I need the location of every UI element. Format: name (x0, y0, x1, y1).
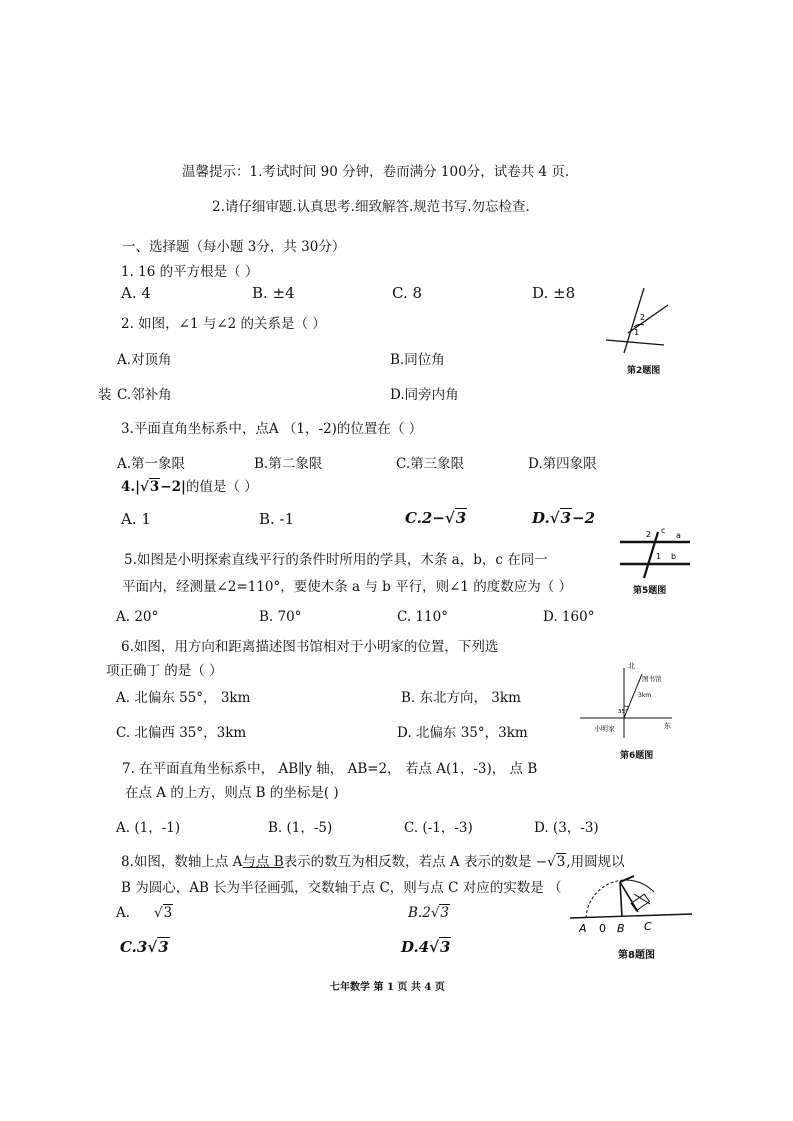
q6-fig-north: 北 (628, 662, 635, 670)
q2-option-b: B.同位角 (390, 352, 445, 368)
q4-option-a: A. 1 (121, 510, 151, 528)
q8-option-b (408, 905, 450, 921)
q6-fig-library: 图书馆 (642, 675, 662, 683)
sqrt-sign: √3 (147, 938, 169, 956)
q5-fig-label-2: 2 (646, 530, 652, 539)
q5-option-b: B. 70° (259, 609, 302, 625)
q5-caption: 第5题图 (633, 586, 667, 596)
q6-caption: 第6题图 (620, 751, 654, 761)
q8-fig-label-o: 0 (599, 922, 606, 935)
q4-radicand: 3 (149, 479, 160, 495)
q4-c-radicand: 3 (455, 509, 467, 527)
q6-option-a: A. 北偏东 55°， 3km (116, 690, 251, 706)
sqrt-sign: √3 (430, 905, 450, 921)
q8-c-radicand: 3 (158, 938, 169, 956)
q4-stem (121, 475, 258, 495)
q7-option-d: D. (3，-3) (534, 820, 599, 836)
q7-option-a: A. (1，-1) (116, 820, 181, 836)
q8-b-radicand: 3 (440, 905, 450, 921)
sqrt-sign: √3 (140, 479, 160, 495)
q8-a-prefix: A. (116, 905, 131, 921)
sqrt-sign: √3 (547, 854, 566, 870)
q4-d-prefix: D. (532, 509, 550, 527)
q5-line-1: 5.如图是小明探索直线平行的条件时所用的学具，木条 a，b，c 在同一 (124, 552, 548, 568)
q1-stem: 1. 16 的平方根是（ ） (121, 264, 259, 280)
q5-line-2: 平面内，经测量∠2=110°，要使木条 a 与 b 平行，则∠1 的度数应为（ ） (122, 579, 573, 595)
q5-option-d: D. 160° (543, 609, 595, 625)
q5-fig-label-a: a (676, 531, 681, 540)
q8-fig-label-b: B (617, 922, 625, 935)
q5-fig-label-c: c (661, 526, 666, 535)
q5-figure (620, 528, 692, 580)
q4-c-prefix: C.2− (405, 509, 445, 527)
q6-fig-home: 小明家 (594, 725, 615, 733)
binding-mark: 装 (98, 387, 112, 403)
q3-option-c: C.第三象限 (396, 456, 465, 472)
q8-b-prefix: B.2 (408, 905, 431, 921)
q8-line-2: B 为圆心，AB 长为半径画弧，交数轴于点 C，则与点 C 对应的实数是 （ (121, 880, 562, 896)
sqrt-sign: √3 (154, 905, 173, 921)
section-title: 一、选择题（每小题 3分，共 30分） (122, 239, 346, 255)
q8-option-d (401, 938, 451, 956)
q6-option-d: D. 北偏东 35°，3km (397, 725, 528, 741)
q4-d-radicand: 3 (560, 509, 571, 527)
q8-c-prefix: C.3 (120, 938, 148, 956)
q7-line-1: 7. 在平面直角坐标系中， AB∥y 轴， AB=2， 若点 A(1，-3)， 点 B (122, 761, 538, 777)
q8-caption: 第8题图 (618, 950, 655, 961)
q8-line1-suffix: ,用圆规以 (566, 854, 625, 870)
q4-stem-suffix: 的值是（ ） (185, 479, 258, 495)
page-footer: 七年数学 第 1 页 共 4 页 (330, 982, 445, 993)
q8-option-a (116, 905, 173, 921)
q4-d-suffix: −2 (572, 509, 596, 527)
q4-option-c (405, 509, 467, 527)
q8-line1-underlined: 与点 B (242, 854, 284, 870)
sqrt-sign: √3 (549, 509, 571, 527)
q7-option-b: B. (1，-5) (268, 820, 333, 836)
sqrt-sign: √3 (429, 938, 451, 956)
q6-line-2: 项正确丁 的是（ ） (106, 663, 223, 679)
q8-line1-prefix: 8.如图，数轴上点 A (121, 854, 243, 870)
q1-option-c: C. 8 (392, 284, 423, 302)
sqrt-sign: √3 (444, 509, 467, 527)
q2-fig-label-2: 2 (640, 313, 646, 322)
q4-option-d (532, 509, 595, 527)
q6-option-b: B. 东北方向， 3km (401, 690, 521, 706)
q8-line-1 (121, 850, 625, 870)
q6-option-c: C. 北偏西 35°，3km (116, 725, 247, 741)
q4-option-b: B. -1 (259, 510, 295, 528)
tip-line-1: 温馨提示：1.考试时间 90 分钟，卷而满分 100分，试卷共 4 页. (182, 164, 570, 180)
q2-option-d: D.同旁内角 (390, 387, 459, 403)
tip-line-2: 2.请仔细审题.认真思考.细致解答.规范书写.勿忘检查. (212, 199, 530, 215)
q6-fig-east: 东 (664, 722, 671, 730)
q8-d-prefix: D.4 (401, 938, 430, 956)
q4-stem-prefix: 4.| (121, 479, 141, 495)
q8-fig-label-c: C (644, 920, 652, 933)
q2-option-a: A.对顶角 (117, 352, 172, 368)
q1-option-d: D. ±8 (532, 284, 576, 302)
q4-stem-mid: −2| (160, 479, 186, 495)
q5-fig-label-b: b (671, 552, 677, 561)
q2-figure (606, 283, 666, 353)
q1-option-b: B. ±4 (252, 284, 295, 302)
q2-caption: 第2题图 (627, 366, 661, 376)
q7-line-2: 在点 A 的上方，则点 B 的坐标是( ) (125, 785, 339, 801)
q6-fig-distance: 3km (638, 692, 652, 699)
q8-d-radicand: 3 (440, 938, 451, 956)
q8-line1-radicand: 3 (556, 854, 566, 870)
q8-a-radicand: 3 (163, 905, 173, 921)
q8-fig-label-a: A (579, 922, 587, 935)
q1-option-a: A. 4 (121, 284, 151, 302)
q8-option-c (120, 938, 170, 956)
q2-option-c: C.邻补角 (117, 387, 172, 403)
q5-option-a: A. 20° (116, 609, 159, 625)
q6-fig-angle: 35° (618, 709, 628, 715)
q6-line-1: 6.如图，用方向和距离描述图书馆相对于小明家的位置，下列选 (121, 639, 499, 655)
q3-option-a: A.第一象限 (117, 456, 186, 472)
q8-figure (568, 872, 694, 938)
q3-stem: 3.平面直角坐标系中，点A （1，-2)的位置在（ ） (121, 421, 423, 437)
q7-option-c: C. (-1，-3) (404, 820, 473, 836)
q2-stem: 2. 如图，∠1 与∠2 的关系是（ ） (121, 316, 326, 332)
q3-option-d: D.第四象限 (528, 456, 597, 472)
q2-fig-label-1: 1 (634, 328, 640, 337)
q8-line1-mid: 表示的数互为相反数，若点 A 表示的数是 − (283, 854, 548, 870)
q3-option-b: B.第二象限 (254, 456, 323, 472)
q5-option-c: C. 110° (397, 609, 448, 625)
q6-figure (580, 660, 675, 740)
q5-fig-label-1: 1 (656, 552, 662, 561)
